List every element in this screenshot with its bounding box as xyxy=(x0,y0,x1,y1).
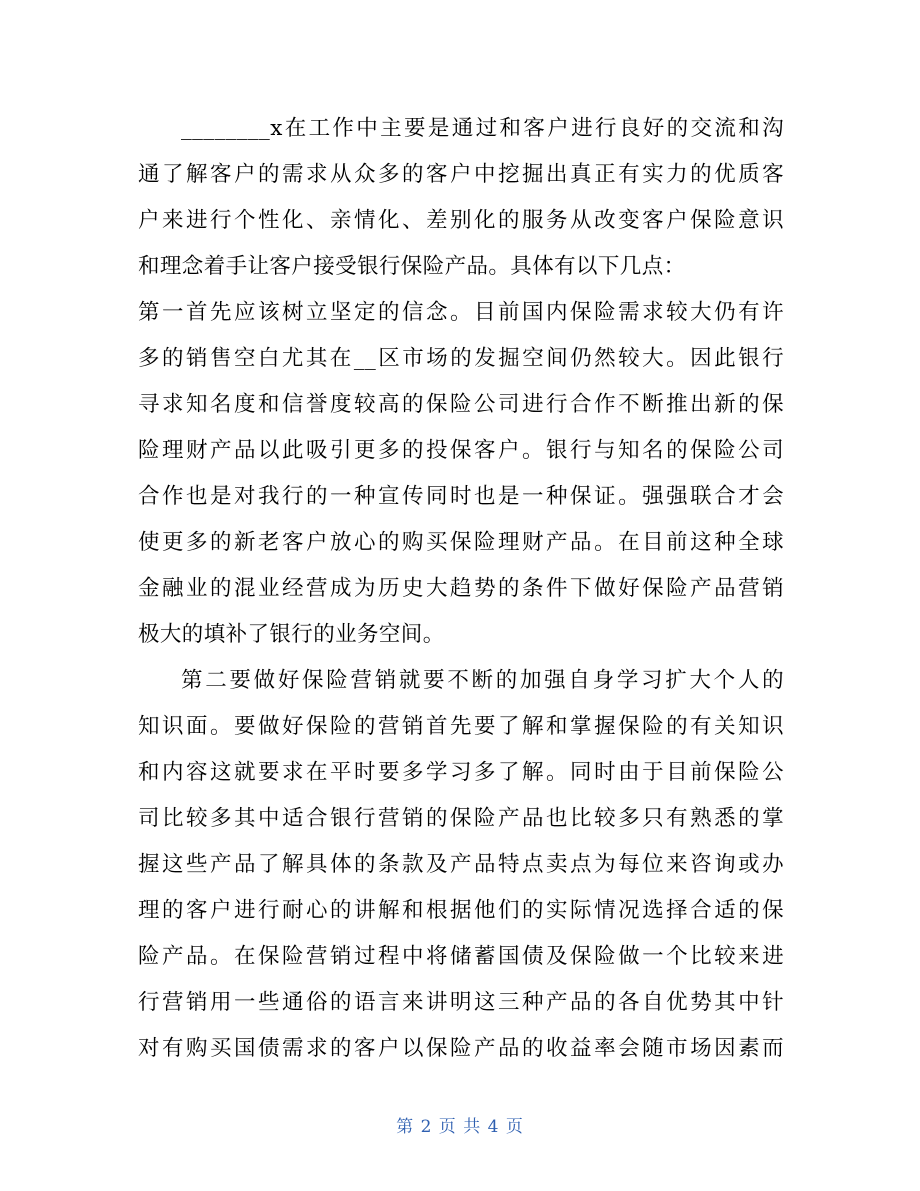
text-line: 第二要做好保险营销就要不断的加强自身学习扩大个人的 xyxy=(181,668,784,693)
text-line: ________x在工作中主要是通过和客户进行良好的交流和沟 xyxy=(181,116,784,141)
text-line: 极大的填补了银行的业务空间。 xyxy=(138,622,445,647)
text-line: 寻求知名度和信誉度较高的保险公司进行合作不断推出新的保 xyxy=(138,392,784,417)
text-line: 户来进行个性化、亲情化、差别化的服务从改变客户保险意识 xyxy=(138,208,784,233)
text-line: 多的销售空白尤其在__区市场的发掘空间仍然较大。因此银行 xyxy=(138,346,784,371)
text-line: 知识面。要做好保险的营销首先要了解和掌握保险的有关知识 xyxy=(138,714,784,739)
text-line: 行营销用一些通俗的语言来讲明这三种产品的各自优势其中针 xyxy=(138,990,784,1015)
text-line: 合作也是对我行的一种宣传同时也是一种保证。强强联合才会 xyxy=(138,484,784,509)
text-line: 对有购买国债需求的客户以保险产品的收益率会随市场因素而 xyxy=(138,1036,784,1061)
text-line: 通了解客户的需求从众多的客户中挖掘出真正有实力的优质客 xyxy=(138,162,784,187)
text-line: 使更多的新老客户放心的购买保险理财产品。在目前这种全球 xyxy=(138,530,784,555)
text-line: 险产品。在保险营销过程中将储蓄国债及保险做一个比较来进 xyxy=(138,944,784,969)
text-line: 和内容这就要求在平时要多学习多了解。同时由于目前保险公 xyxy=(138,760,784,785)
text-line: 和理念着手让客户接受银行保险产品。具体有以下几点： xyxy=(138,254,686,279)
text-line: 险理财产品以此吸引更多的投保客户。银行与知名的保险公司 xyxy=(138,438,784,463)
text-line: 第一首先应该树立坚定的信念。目前国内保险需求较大仍有许 xyxy=(138,300,784,325)
text-line: 司比较多其中适合银行营销的保险产品也比较多只有熟悉的掌 xyxy=(138,806,784,831)
page-footer: 第 2 页 共 4 页 xyxy=(396,1117,524,1137)
document-body xyxy=(138,106,784,1072)
text-line: 金融业的混业经营成为历史大趋势的条件下做好保险产品营销 xyxy=(138,576,784,601)
text-line: 握这些产品了解具体的条款及产品特点卖点为每位来咨询或办 xyxy=(138,852,784,877)
text-line: 理的客户进行耐心的讲解和根据他们的实际情况选择合适的保 xyxy=(138,898,784,923)
